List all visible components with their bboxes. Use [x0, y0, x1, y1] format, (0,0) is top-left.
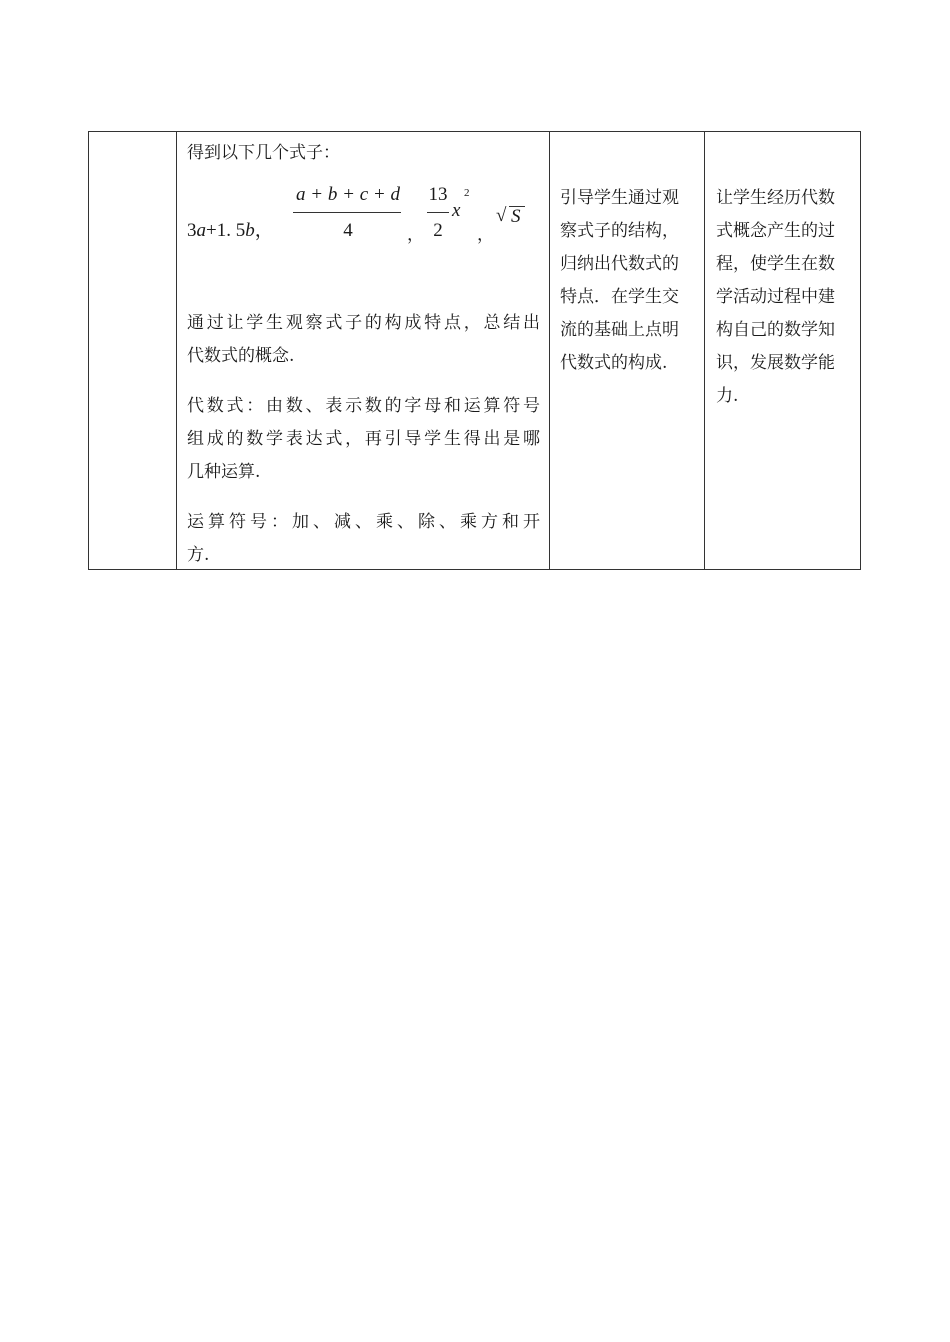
- fraction-bar: [293, 212, 401, 213]
- empty-cell: [89, 132, 176, 569]
- text-line: 特点．在学生交: [560, 287, 679, 307]
- radicand: S: [511, 206, 521, 227]
- teaching-content-cell: [177, 132, 550, 569]
- para-observe-line1: 通过让学生观察式子的构成特点，总结出: [187, 313, 540, 333]
- para-definition-line3: 几种运算.: [187, 462, 261, 482]
- separator: ，: [407, 225, 424, 244]
- para-definition-line2: 组成的数学表达式，再引导学生得出是哪: [187, 429, 540, 449]
- text-line: 归纳出代数式的: [560, 254, 679, 274]
- lesson-table: [88, 131, 861, 570]
- fraction-bar: [427, 212, 449, 213]
- formula-row: [187, 168, 540, 280]
- para-definition-line1: 代数式：由数、表示数的字母和运算符号: [187, 396, 540, 416]
- text-line: 让学生经历代数: [716, 188, 835, 208]
- variable-x: x: [452, 200, 461, 221]
- text-line: 察式子的结构，: [560, 221, 679, 241]
- para-observe-line2: 代数式的概念.: [187, 346, 295, 366]
- intro-text: 得到以下几个式子：: [187, 143, 340, 163]
- text-line: 引导学生通过观: [560, 188, 679, 208]
- sqrt-icon: √: [496, 205, 507, 226]
- text-line: 程，使学生在数: [716, 254, 835, 274]
- text-line: 式概念产生的过: [716, 221, 835, 241]
- teacher-activity-cell: [550, 132, 705, 569]
- text-line: 识，发展数学能: [716, 353, 835, 373]
- separator: ，: [477, 225, 494, 244]
- fraction-numerator: a + b + c + d: [296, 184, 400, 205]
- text-line: 力.: [716, 386, 739, 406]
- coef-denominator: 2: [433, 220, 443, 241]
- text-line: 代数式的构成.: [560, 353, 668, 373]
- text-line: 构自己的数学知: [716, 320, 835, 340]
- para-operators-line2: 方.: [187, 545, 210, 565]
- fraction-denominator: 4: [343, 220, 353, 241]
- text-line: 流的基础上点明: [560, 320, 679, 340]
- para-operators-line1: 运算符号：加、减、乘、除、乘方和开: [187, 512, 540, 532]
- text-line: 学活动过程中建: [716, 287, 835, 307]
- design-intent-cell: [705, 132, 861, 569]
- formula-linear: 3a+1. 5b，: [187, 220, 274, 241]
- exponent: 2: [464, 187, 470, 199]
- coef-numerator: 13: [428, 184, 448, 205]
